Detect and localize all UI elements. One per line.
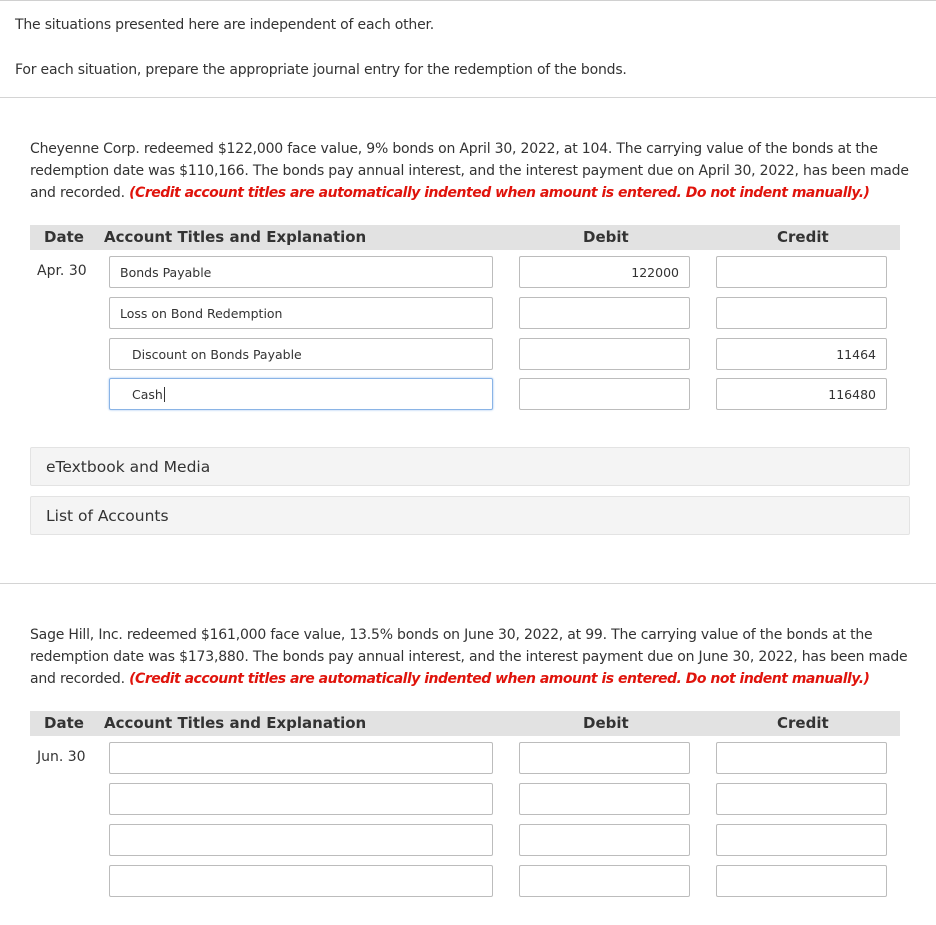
account-input[interactable] bbox=[109, 865, 493, 897]
credit-header: Credit bbox=[777, 714, 829, 732]
situation1-problem bbox=[30, 138, 910, 204]
account-header: Account Titles and Explanation bbox=[104, 228, 367, 246]
account-input[interactable]: Bonds Payable bbox=[109, 256, 493, 288]
account-input[interactable] bbox=[109, 742, 493, 774]
credit-input[interactable] bbox=[716, 256, 887, 288]
list-of-accounts-link[interactable]: List of Accounts bbox=[30, 496, 910, 535]
debit-header: Debit bbox=[583, 714, 629, 732]
credit-input[interactable] bbox=[716, 297, 887, 329]
situation1-hint: (Credit account titles are automatically indented when amount is entered. Do not indent manually.) bbox=[129, 185, 870, 201]
instructions-text: For each situation, prepare the appropriate journal entry for the redemption of the bonds. bbox=[15, 62, 627, 78]
debit-input[interactable] bbox=[519, 378, 690, 410]
account-input[interactable] bbox=[109, 783, 493, 815]
date-header: Date bbox=[44, 228, 84, 246]
debit-input[interactable] bbox=[519, 297, 690, 329]
top-border bbox=[0, 0, 936, 1]
divider bbox=[0, 97, 936, 98]
debit-input[interactable] bbox=[519, 865, 690, 897]
credit-input[interactable]: 116480 bbox=[716, 378, 887, 410]
divider bbox=[0, 583, 936, 584]
text-cursor bbox=[164, 387, 165, 402]
debit-input[interactable] bbox=[519, 742, 690, 774]
intro-text: The situations presented here are independent of each other. bbox=[15, 17, 434, 33]
situation2-hint: (Credit account titles are automatically indented when amount is entered. Do not indent manually.) bbox=[129, 671, 870, 687]
situation1-table-header bbox=[30, 225, 900, 250]
situation1-text: Cheyenne Corp. redeemed $122,000 face value, 9% bonds on April 30, 2022, at 104. The carrying value of the bonds at the redemption date was $110,166. The bonds pay annual interest, and the interest payment due on April 30, 2022, has been made and recorded. bbox=[30, 141, 909, 201]
credit-input[interactable] bbox=[716, 742, 887, 774]
account-input[interactable]: Discount on Bonds Payable bbox=[109, 338, 493, 370]
situation1-date: Apr. 30 bbox=[37, 263, 87, 279]
debit-input[interactable] bbox=[519, 824, 690, 856]
account-input[interactable]: Loss on Bond Redemption bbox=[109, 297, 493, 329]
situation2-problem bbox=[30, 624, 910, 690]
account-input[interactable] bbox=[109, 824, 493, 856]
credit-header: Credit bbox=[777, 228, 829, 246]
etextbook-media-link[interactable]: eTextbook and Media bbox=[30, 447, 910, 486]
situation2-date: Jun. 30 bbox=[37, 749, 86, 765]
situation2-text: Sage Hill, Inc. redeemed $161,000 face value, 13.5% bonds on June 30, 2022, at 99. The carrying value of the bonds at the redemption date was $173,880. The bonds pay annual interest, and the interest payment due on June 30, 2022, has been made and recorded. bbox=[30, 627, 908, 687]
account-header: Account Titles and Explanation bbox=[104, 714, 367, 732]
credit-input[interactable] bbox=[716, 865, 887, 897]
account-input-focused[interactable]: Cash bbox=[109, 378, 493, 410]
credit-input[interactable]: 11464 bbox=[716, 338, 887, 370]
credit-input[interactable] bbox=[716, 783, 887, 815]
debit-input[interactable] bbox=[519, 783, 690, 815]
debit-input[interactable] bbox=[519, 338, 690, 370]
situation2-table-header bbox=[30, 711, 900, 736]
date-header: Date bbox=[44, 714, 84, 732]
debit-header: Debit bbox=[583, 228, 629, 246]
credit-input[interactable] bbox=[716, 824, 887, 856]
debit-input[interactable]: 122000 bbox=[519, 256, 690, 288]
